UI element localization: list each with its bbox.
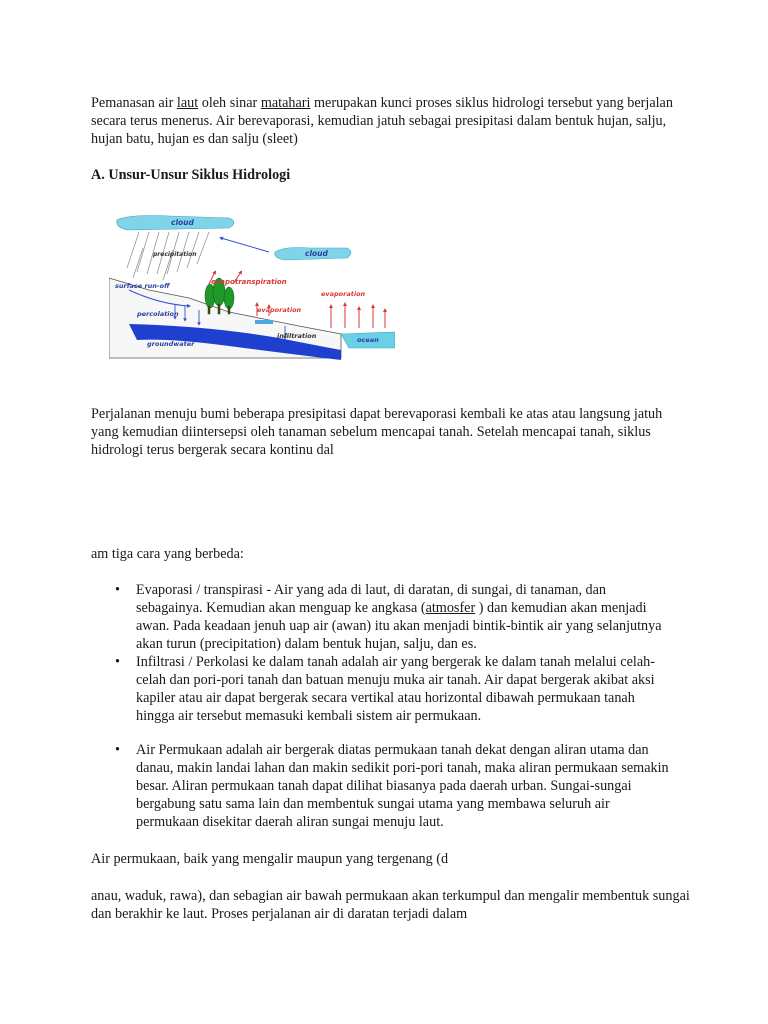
label-cloud-1: cloud [171, 218, 194, 227]
paragraph-3: am tiga cara yang berbeda: [91, 546, 244, 562]
label-evapotranspiration: evapotranspiration [211, 278, 287, 286]
label-groundwater: groundwater [147, 340, 195, 348]
matahari-link[interactable]: matahari [260, 95, 311, 111]
paragraph-4: Air permukaan, baik yang mengalir maupun yang tergenang (d [91, 851, 449, 867]
section-heading: A. Unsur-Unsur Siklus Hidrologi [91, 167, 291, 183]
list-item-infiltrasi: • Infiltrasi / Perkolasi ke dalam tanah adalah air yang bergerak ke dalam tanah melalui celah-celah dan pori-pori tanah dan batuan menuju muka air tanah. Air dapat bergerak akibat aksi kapiler atau air dapat bergerak secara vertikal atau horizontal dibawah permukaan tanah hingga air tersebut memasuki kembali sistem air permukaan. [115, 653, 675, 725]
paragraph-2: Perjalanan menuju bumi beberapa presipitasi dapat berevaporasi kembali ke atas atau langsung jatuh yang kemudian diintersepsi oleh tanaman sebelum mencapai tanah. Setelah mencapai tanah, siklus hidrologi terus bergerak secara kontinu dal [91, 406, 663, 458]
label-percolation: percolation [137, 310, 179, 318]
label-infiltration: infiltration [277, 332, 317, 340]
label-evaporation-1: evaporation [257, 306, 302, 314]
intro-text-1: Pemanasan air [91, 95, 177, 111]
label-precipitation: precipitation [153, 251, 197, 258]
bullet-1-text-1: Evaporasi / transpirasi - Air yang ada di laut, di daratan, di sungai, di tanaman, dan sebagainya. Kemudian akan menguap ke angkasa ( [136, 582, 607, 616]
intro-text-3: merupakan kunci proses siklus hidrologi tersebut yang berjalan secara terus menerus. Air berevaporasi, kemudian jatuh sebagai presipitasi dalam bentuk hujan, salju, hujan batu, hujan es dan salju (sleet) [91, 95, 673, 147]
list-item-evaporasi [115, 581, 675, 653]
label-ocean: ocean [357, 336, 379, 344]
atmosfer-link[interactable]: atmosfer [425, 600, 476, 616]
label-surface-runoff: surface run-off [115, 282, 170, 290]
hydrologic-cycle-diagram [109, 208, 395, 360]
intro-text-2: oleh sinar [198, 95, 261, 111]
laut-link[interactable]: laut [176, 95, 199, 111]
bullet-list [115, 581, 675, 831]
intro-paragraph [91, 94, 691, 148]
paragraph-5: anau, waduk, rawa), dan sebagian air bawah permukaan akan terkumpul dan mengalir membentuk sungai dan berakhir ke laut. Proses perjalanan air di daratan terjadi dalam [91, 888, 690, 922]
list-item-air-permukaan: • Air Permukaan adalah air bergerak diatas permukaan tanah dekat dengan aliran utama dan danau, makin landai lahan dan makin sedikit pori-pori tanah, maka aliran permukaan semakin besar. Aliran permukaan tanah dapat dilihat biasanya pada daerah urban. Sungai-sungai bergabung satu sama lain dan membentuk sungai utama yang membawa seluruh air permukaan disekitar daerah aliran sungai menuju laut. [115, 741, 675, 831]
lake-shape [255, 320, 273, 324]
label-cloud-2: cloud [305, 249, 328, 258]
label-evaporation-2: evaporation [321, 290, 366, 298]
bullet-1-text-2: ) dan kemudian akan menjadi awan. Pada keadaan jenuh uap air (awan) itu akan menjadi bintik-bintik air yang selanjutnya akan turun (precipitation) dalam bentuk hujan, salju, dan es. [136, 600, 662, 652]
